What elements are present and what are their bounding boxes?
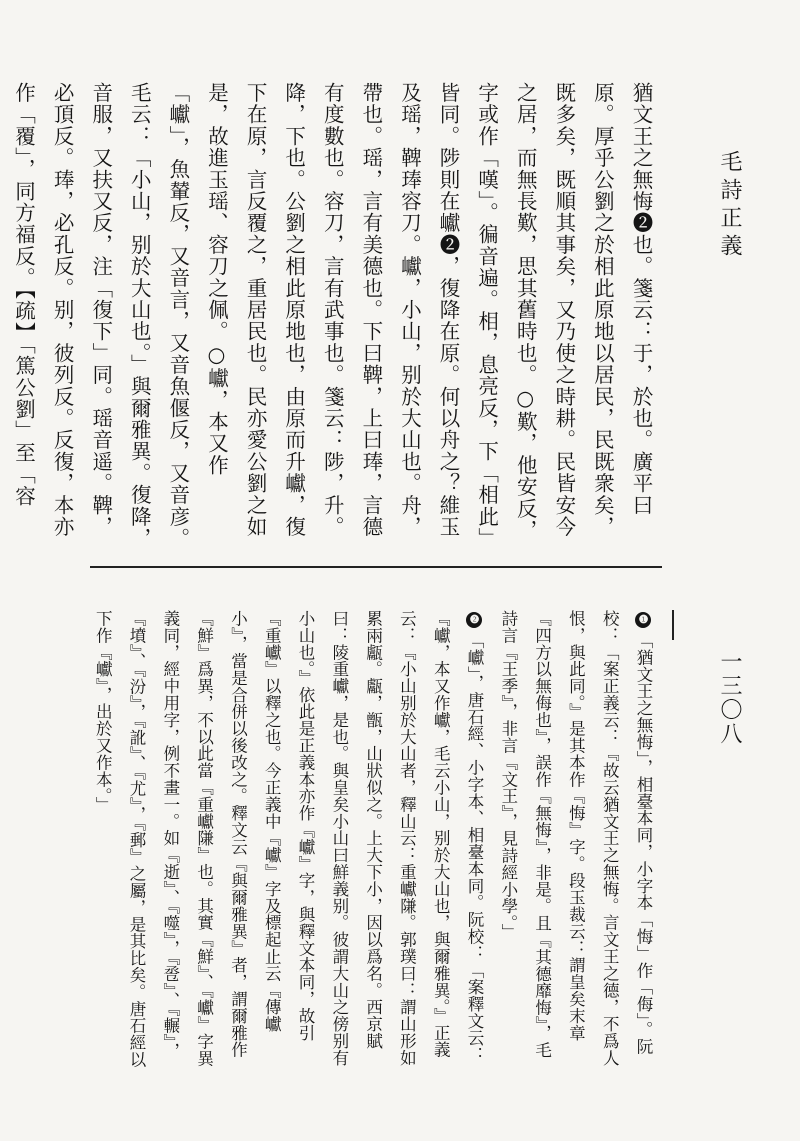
running-title: 毛詩正義 bbox=[717, 150, 742, 262]
note-2-marker: ❷ bbox=[468, 613, 482, 627]
main-text-block: 猶文王之無悔❷也。箋云：于，於也。廣平曰原。厚乎公劉之於相此原地以居民，民既衆矣，既多矣，既順其事矣，又乃使之時耕。民皆安今之居，而無長歎，思其舊時也。○歎，他安反，字或作「嘆」。徧音遍。相，息亮反，下「相此」皆同。陟則在巘❷，復降在原。何以舟之？維玉及瑶，鞞琫容刀。巘，小山，别於大山也。舟，帶也。瑶，言有美德也。下曰鞞，上曰琫，言德有度數也。容刀，言有武事也。箋云：陟，升。降，下也。公劉之相此原地也，由原而升巘，復下在原，言反覆之，重居民也。民亦愛公劉之如是，故進玉瑶、容刀之佩。○巘，本又作「巘」，魚輦反，又音言，又音魚偃反，又音彦。毛云：「小山，别於大山也。」與爾雅異。復降，音服，又扶又反，注「復下」同。瑶音遥。鞞，必頂反。琫，必孔反。别，彼列反。反復，本亦作「覆」，同方福反。【疏】「篤公劉」至「容 bbox=[11, 82, 653, 550]
note-2-text: 「巘」，唐石經、小字本、相臺本同。阮校：「案釋文云：『巘，本又作巘，毛云小山，别於大山也，與爾雅異。』正義云：『小山别於大山者，釋山云：重巘隒。郭璞曰：謂山形如累兩甗。甗，甑，山狀似之。上大下小，因以爲名。西京賦曰：陵重巘，是也。與皇矣小山曰鮮義别。彼謂大山之傍别有小山也。』依此是正義本亦作『巘』字，與釋文本同，故引『重巘』以釋之也。今正義中『巘』字及標起止云『傳巘小』，當是合併以後改之。釋文云『與爾雅異』者，謂爾雅作『鮮』爲異，不以此當『重巘隒』也。其實『鮮』、『巘』字異義同，經中用字，例不畫一。如『逝』、『噬』，『卺』、『輾』，『墳』、『汾』，『訛』、『尤』，『郵』之屬，是其比矣。唐石經以下作『巘』，出於又作本。」 bbox=[93, 610, 485, 1068]
note-1-text: 「猶文王之無悔」，相臺本同，小字本「悔」作「侮」。阮校：「案正義云：『故云猶文王之無悔。言文王之德，不爲人恨，與此同。』是其本作『悔』字。段玉裁云：謂皇矣末章『四方以無侮也』，誤作『無悔』，非是。且『其德靡悔』，毛詩言『王季』，非言『文王』，見詩經小學。」 bbox=[498, 610, 653, 1067]
note-1-marker: ❶ bbox=[637, 613, 650, 627]
horizontal-divider bbox=[90, 566, 662, 568]
page-number: 一三〇八 bbox=[717, 650, 742, 746]
notes-rule bbox=[672, 610, 674, 640]
collation-notes bbox=[70, 610, 660, 1070]
